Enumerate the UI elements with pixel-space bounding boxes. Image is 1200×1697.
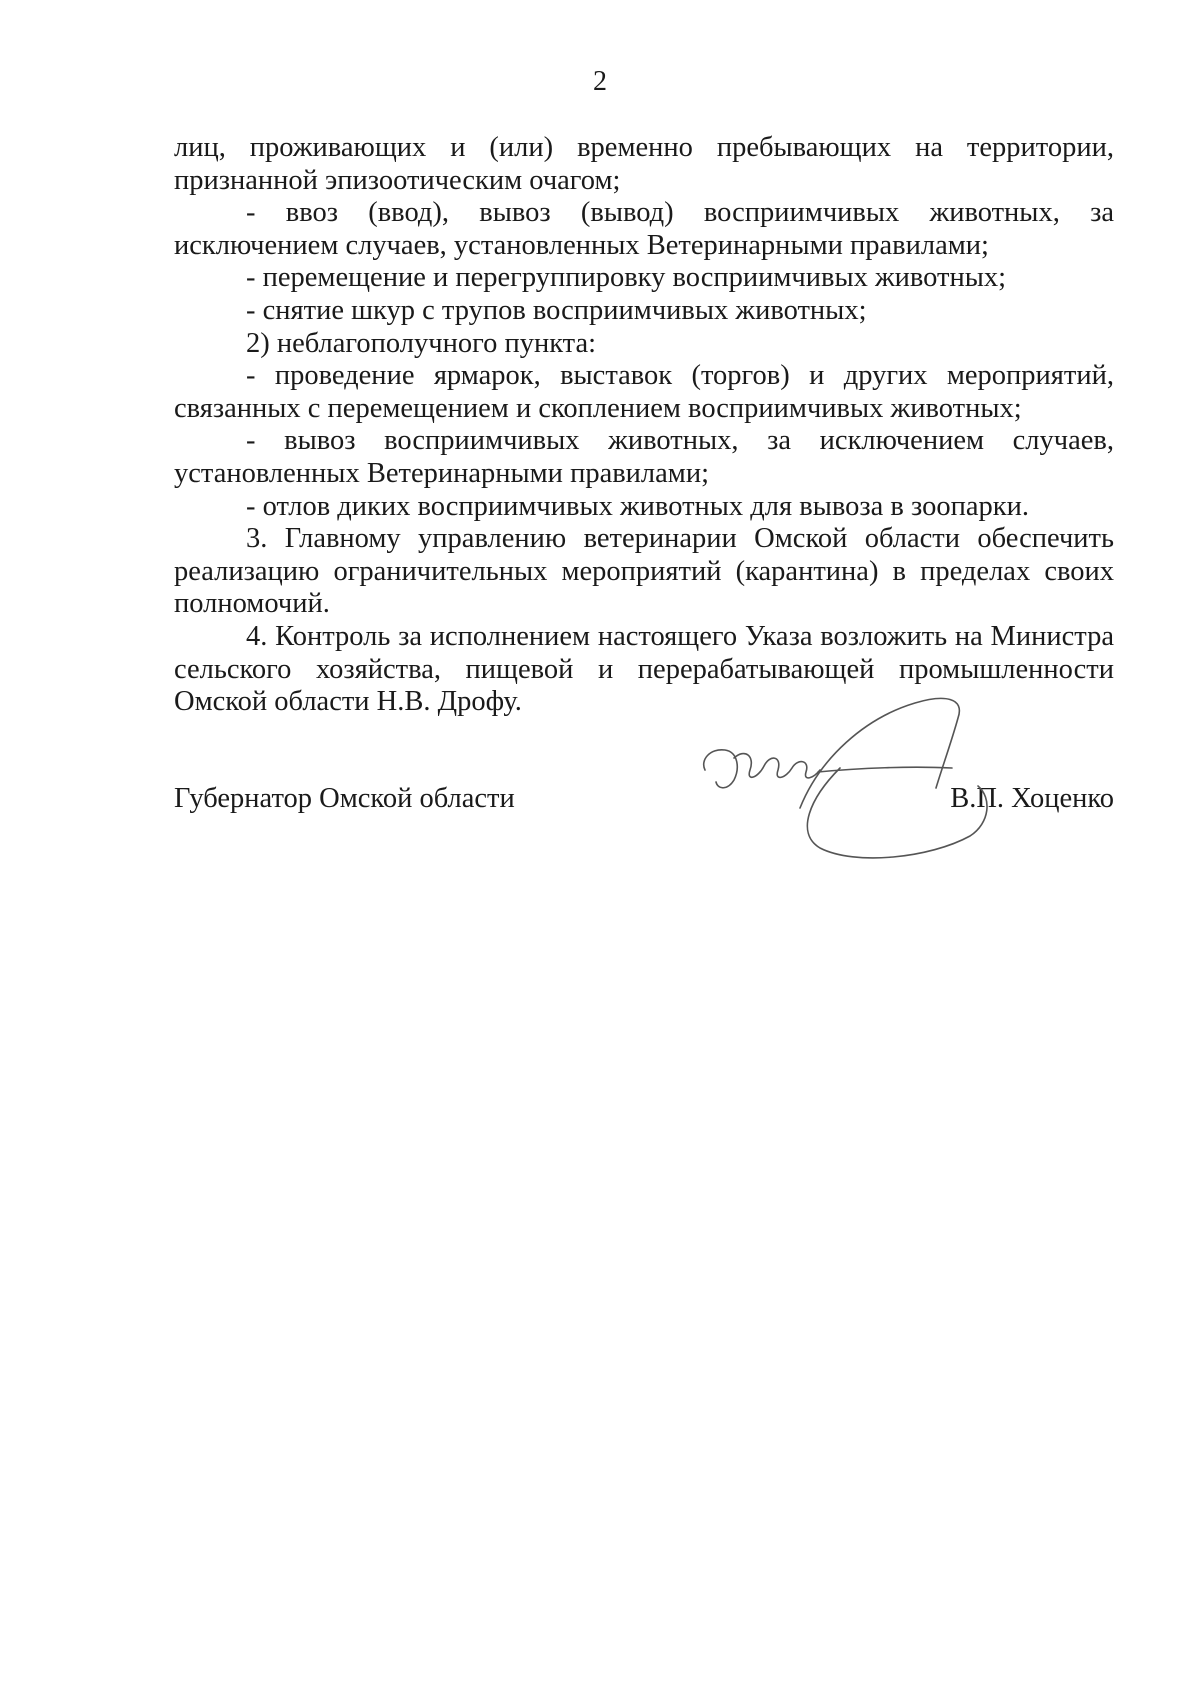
list-item-regrouping: - перемещение и перегруппировку восприимчивых животных; xyxy=(246,262,1007,294)
clause-3: 3. Главному управлению ветеринарии Омской области обеспечить реализацию ограничительных мероприятий (карантина) в пределах своих полномочий. xyxy=(174,523,1114,620)
page-number: 2 xyxy=(593,66,607,97)
list-item-fairs: - проведение ярмарок, выставок (торгов) и других мероприятий, связанных с перемещением и скоплением восприимчивых животных; xyxy=(174,360,1114,424)
signer-position: Губернатор Омской области xyxy=(174,783,515,814)
signer-name: В.П. Хоценко xyxy=(950,783,1114,814)
list-item-skinning: - снятие шкур с трупов восприимчивых животных; xyxy=(246,294,867,326)
document-body xyxy=(174,132,1114,719)
paragraph-continuation: лиц, проживающих и (или) временно пребывающих на территории, признанной эпизоотическим очагом; xyxy=(174,132,1114,196)
signature-horizontal-stroke xyxy=(818,767,952,772)
signature-block xyxy=(174,782,1114,822)
clause-4: 4. Контроль за исполнением настоящего Указа возложить на Министра сельского хозяйства, пищевой и перерабатывающей промышленности Омской области Н.В. Дрофу. xyxy=(174,620,1114,718)
list-item-import-export: - ввоз (ввод), вывоз (вывод) восприимчивых животных, за исключением случаев, установленных Ветеринарными правилами; xyxy=(174,197,1114,261)
list-item-export: - вывоз восприимчивых животных, за исключением случаев, установленных Ветеринарными правилами; xyxy=(174,425,1114,489)
list-item-trapping: - отлов диких восприимчивых животных для вывоза в зоопарки. xyxy=(246,490,1029,522)
subsection-heading: 2) неблагополучного пункта: xyxy=(246,327,597,359)
